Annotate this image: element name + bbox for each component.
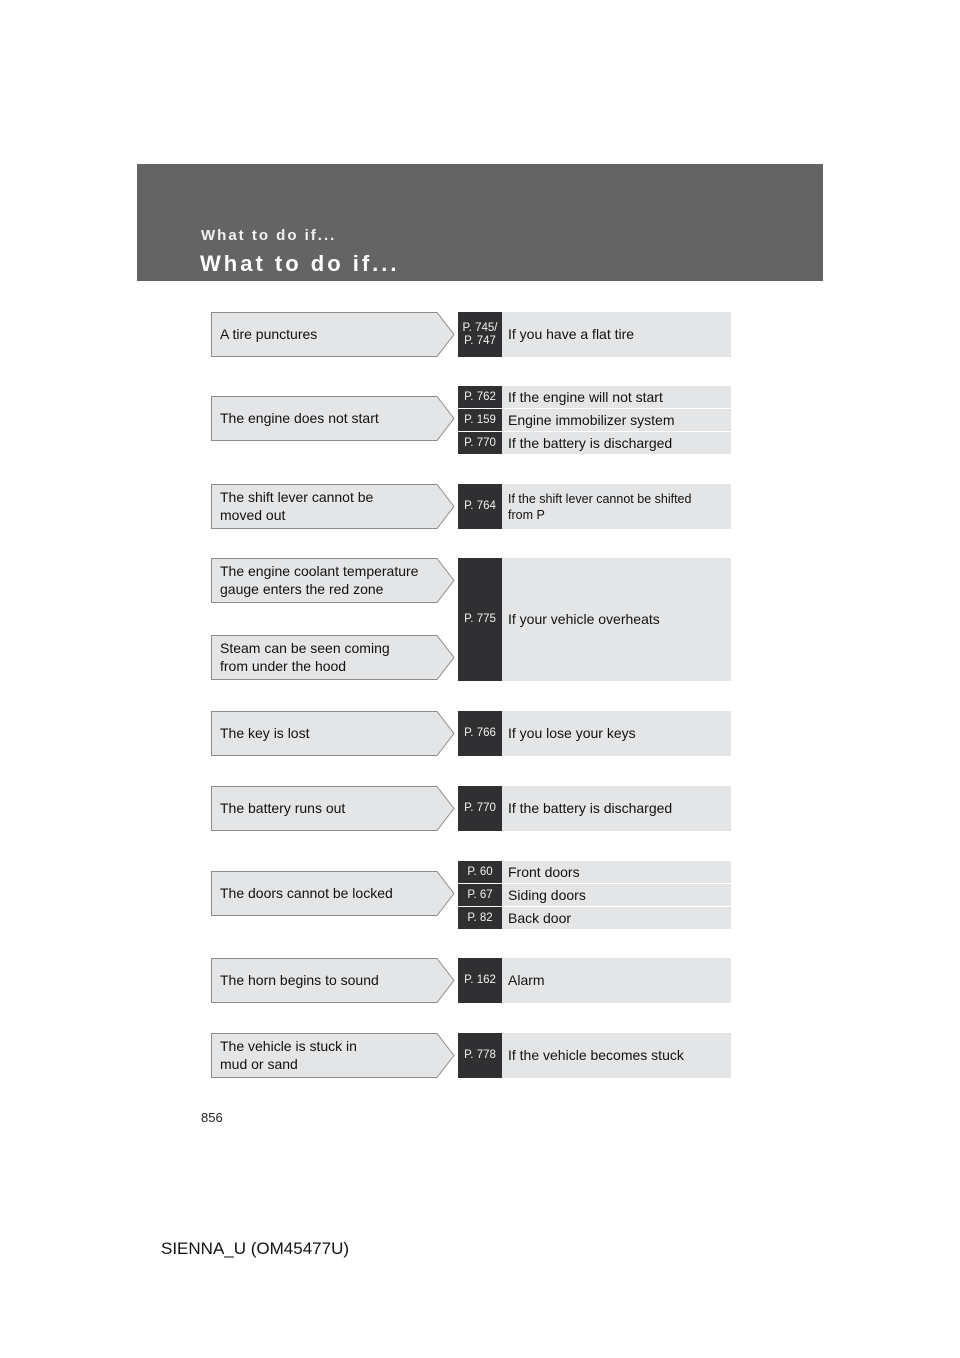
solution-text: Back door: [508, 909, 572, 926]
problem-text: The vehicle is stuck in mud or sand: [220, 1038, 357, 1072]
solution-row: [458, 958, 731, 1003]
page-reference[interactable]: P. 766: [458, 711, 502, 756]
page-reference[interactable]: P. 764: [458, 484, 502, 529]
page-reference[interactable]: P. 778: [458, 1033, 502, 1078]
page-reference[interactable]: P. 775: [458, 558, 502, 681]
document-footer: SIENNA_U (OM45477U): [161, 1239, 350, 1258]
problem-text: The engine coolant temperature gauge enters the red zone: [220, 563, 419, 597]
page-reference[interactable]: P. 770: [458, 432, 502, 454]
solution-row: [458, 432, 731, 454]
solution-text: Engine immobilizer system: [508, 411, 675, 428]
solution-text: If the battery is discharged: [508, 434, 673, 451]
solution-text: If the battery is discharged: [508, 800, 673, 816]
solution-text: If the engine will not start: [508, 388, 663, 405]
solution-text: If you lose your keys: [508, 725, 636, 741]
solution-text: Front doors: [508, 863, 580, 880]
section-header: [137, 164, 823, 281]
solution-row: [458, 409, 731, 431]
solution-text: If you have a flat tire: [508, 326, 635, 342]
header-breadcrumb: What to do if...: [201, 227, 337, 244]
solution-row: [458, 558, 731, 681]
problem-box: [211, 312, 455, 357]
problem-box: [211, 711, 455, 756]
problem-text: The key is lost: [220, 724, 310, 741]
header-title: What to do if...: [200, 251, 400, 276]
page-reference[interactable]: P. 82: [458, 907, 502, 929]
page-reference[interactable]: P. 745/ P. 747: [458, 312, 502, 357]
problem-text: The battery runs out: [220, 799, 346, 816]
solution-row: [458, 907, 731, 929]
problem-box: [211, 786, 455, 831]
problem-box: [211, 635, 455, 680]
problem-box: [211, 558, 455, 603]
page-reference[interactable]: P. 67: [458, 884, 502, 906]
problem-text: The shift lever cannot be moved out: [220, 489, 374, 523]
solution-row: [458, 786, 731, 831]
page-reference[interactable]: P. 762: [458, 386, 502, 408]
page-number: 856: [201, 1110, 223, 1125]
solution-text: If the vehicle becomes stuck: [508, 1047, 684, 1063]
solution-row: [458, 884, 731, 906]
problem-box: [211, 396, 455, 441]
solution-text: Siding doors: [508, 886, 586, 903]
problem-box: [211, 1033, 455, 1078]
problem-text: The engine does not start: [220, 409, 379, 426]
solution-text: If the shift lever cannot be shifted from P: [508, 491, 692, 522]
problem-box: [211, 484, 455, 529]
problem-text: The doors cannot be locked: [220, 884, 393, 901]
problem-text: Steam can be seen coming from under the hood: [220, 640, 390, 674]
solution-row: [458, 1033, 731, 1078]
page-reference[interactable]: P. 60: [458, 861, 502, 883]
problem-text: The horn begins to sound: [220, 971, 379, 988]
solution-row: [458, 861, 731, 883]
solution-row: [458, 484, 731, 529]
problem-text: A tire punctures: [220, 325, 318, 342]
solution-row: [458, 711, 731, 756]
problem-box: [211, 871, 455, 916]
solution-row: [458, 386, 731, 408]
solution-text: If your vehicle overheats: [508, 611, 660, 627]
solution-text: Alarm: [508, 972, 545, 988]
page-reference[interactable]: P. 159: [458, 409, 502, 431]
page-reference[interactable]: P. 162: [458, 958, 502, 1003]
problem-box: [211, 958, 455, 1003]
page-reference[interactable]: P. 770: [458, 786, 502, 831]
solution-row: [458, 312, 731, 357]
